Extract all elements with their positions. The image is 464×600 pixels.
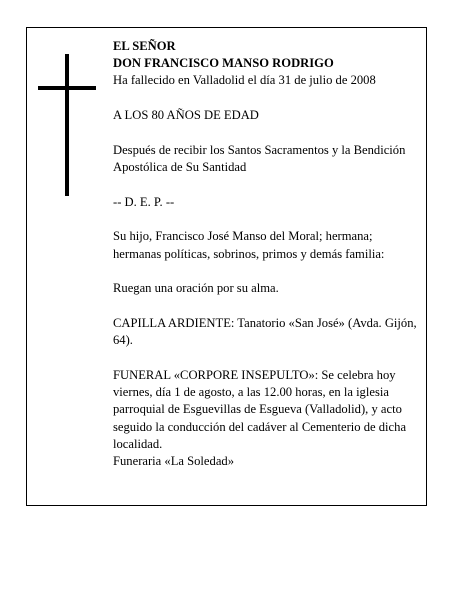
sacraments-paragraph: Después de recibir los Santos Sacramentos y la Bendición Apostólica de Su Santidad [113,142,406,175]
obituary-text [113,38,423,470]
chapel-paragraph: CAPILLA ARDIENTE: Tanatorio «San José» (Avda. Gijón, 64). [113,316,417,348]
funeral-home-line: Funeraria «La Soledad» [113,453,234,468]
age-line: A LOS 80 AÑOS DE EDAD [113,108,259,123]
death-line: Ha fallecido en Valladolid el día 31 de julio de 2008 [113,73,376,88]
cross-vertical-bar [65,54,69,196]
cross-horizontal-bar [38,86,96,90]
prayer-line: Ruegan una oración por su alma. [113,281,279,296]
dep-line: -- D. E. P. -- [113,194,175,209]
title-line-1: EL SEÑOR [113,39,176,53]
family-paragraph: Su hijo, Francisco José Manso del Moral; hermana; hermanas políticas, sobrinos, primos y demás familia: [113,229,385,261]
deceased-name: DON FRANCISCO MANSO RODRIGO [113,56,334,71]
funeral-paragraph: FUNERAL «CORPORE INSEPULTO»: Se celebra hoy viernes, día 1 de agosto, a las 12.00 horas, en la iglesia parroquial de Esguevillas de Esgueva (Valladolid), y acto seguido la conducción del cadáver al Cementerio de dicha localidad. [113,367,407,451]
